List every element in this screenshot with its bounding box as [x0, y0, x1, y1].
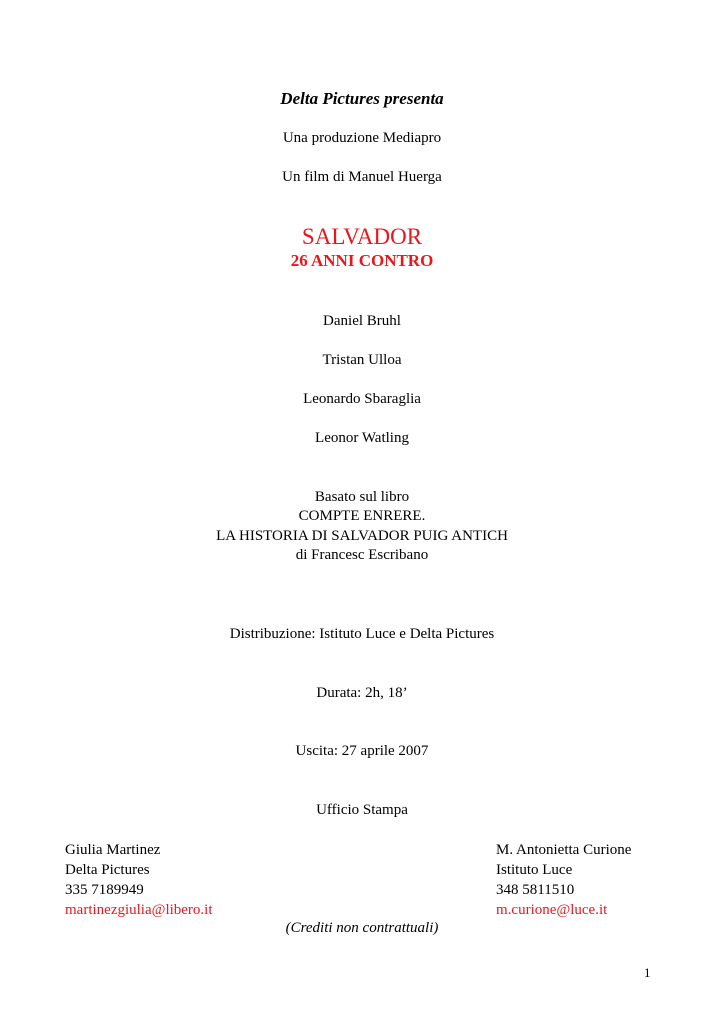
distribution-line: Distribuzione: Istituto Luce e Delta Pictures [229, 626, 495, 642]
film-title: SALVADOR [301, 224, 423, 249]
press-office-heading: Ufficio Stampa [316, 802, 408, 818]
page-number: 1 [644, 965, 651, 980]
cast-member: Leonardo Sbaraglia [303, 391, 421, 407]
disclaimer-note: (Crediti non contrattuali) [285, 920, 439, 936]
book-title-line-1: COMPTE ENRERE. [298, 508, 426, 524]
contact-name: Giulia Martinez [65, 842, 161, 858]
contact-email-link[interactable]: m.curione@luce.it [496, 902, 608, 918]
contact-name: M. Antonietta Curione [496, 842, 632, 858]
source-intro: Basato sul libro [314, 489, 410, 505]
release-line: Uscita: 27 aprile 2007 [295, 743, 429, 759]
contact-left [65, 840, 213, 920]
presenter-heading: Delta Pictures presenta [280, 89, 444, 108]
contact-company: Istituto Luce [496, 862, 573, 878]
director-line: Un film di Manuel Huerga [282, 169, 442, 185]
contact-phone: 348 5811510 [496, 882, 575, 898]
production-line: Una produzione Mediapro [282, 130, 442, 146]
contact-company: Delta Pictures [65, 862, 150, 878]
contact-email-link[interactable]: martinezgiulia@libero.it [65, 902, 213, 918]
contact-phone: 335 7189949 [65, 882, 144, 898]
cast-member: Tristan Ulloa [322, 352, 402, 368]
contact-right [496, 840, 631, 920]
duration-line: Durata: 2h, 18’ [316, 685, 408, 701]
cast-member: Leonor Watling [315, 430, 409, 446]
film-subtitle: 26 ANNI CONTRO [290, 251, 434, 270]
book-author: di Francesc Escribano [295, 547, 429, 563]
cast-member: Daniel Bruhl [323, 313, 401, 329]
book-title-line-2: LA HISTORIA DI SALVADOR PUIG ANTICH [216, 528, 508, 544]
